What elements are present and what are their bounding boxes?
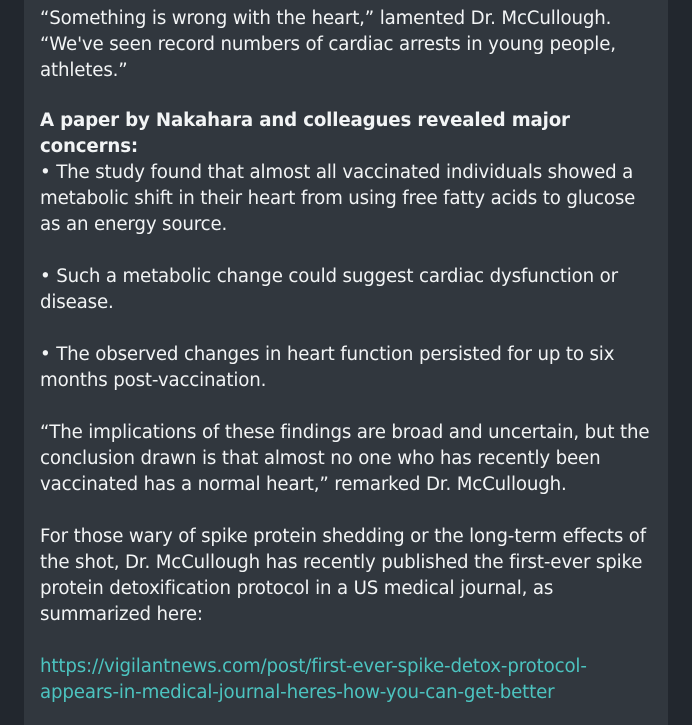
- bullet-persisted-changes: • The observed changes in heart function persisted for up to six months post-vaccination.: [40, 344, 615, 391]
- quote-mccullough-heart: “Something is wrong with the heart,” lamented Dr. McCullough. “We've seen record numbers of cardiac arrests in young people, athletes.”: [40, 8, 616, 81]
- bullet-cardiac-dysfunction: • Such a metabolic change could suggest cardiac dysfunction or disease.: [40, 266, 618, 313]
- scrollbar-track[interactable]: [668, 0, 692, 725]
- message-bubble: [24, 0, 668, 725]
- detox-protocol-paragraph: For those wary of spike protein shedding or the long-term effects of the shot, Dr. McCullough has recently published the first-ever spike protein detoxification protocol in a US medical journal, as summarized here:: [40, 526, 647, 625]
- article-link[interactable]: https://vigilantnews.com/post/first-ever-spike-detox-protocol- appears-in-medical-journal-heres-how-you-can-get-better: [40, 656, 587, 703]
- quote-implications: “The implications of these findings are broad and uncertain, but the conclusion drawn is that almost no one who has recently been vaccinated has a normal heart,” remarked Dr. McCullough.: [40, 422, 650, 495]
- bullet-metabolic-shift: • The study found that almost all vaccinated individuals showed a metabolic shift in their heart from using free fatty acids to glucose as an energy source.: [40, 162, 636, 235]
- section-heading: A paper by Nakahara and colleagues revealed major concerns:: [40, 110, 570, 157]
